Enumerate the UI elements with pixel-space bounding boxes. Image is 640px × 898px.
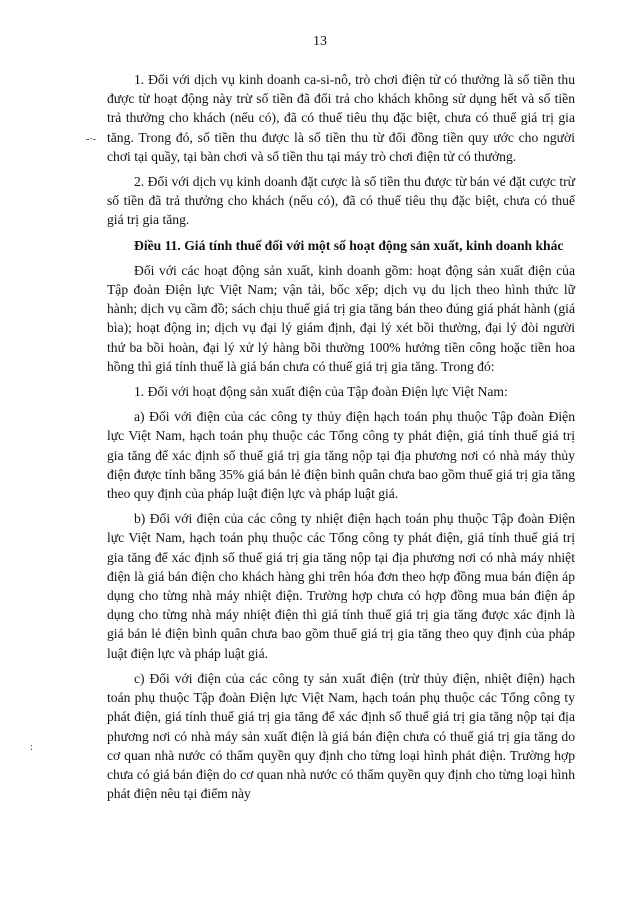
paragraph: 1. Đối với dịch vụ kinh doanh ca-si-nô, trò chơi điện tử có thưởng là số tiền thu được từ hoạt động này trừ số tiền đã đổi trả cho khách không sử dụng hết và số tiền trả thưởng cho khách (nếu có), đã có thuế tiêu thụ đặc biệt, chưa có thuế giá trị gia tăng. Trong đó, số tiền thu được là số tiền thu từ đổi đồng tiền quy ước cho người chơi tại quầy, tại bàn chơi và số tiền thu tại máy trò chơi điện tử có thưởng.	[107, 72, 575, 164]
paragraph: a) Đối với điện của các công ty thủy điện hạch toán phụ thuộc Tập đoàn Điện lực Việt Nam, hạch toán phụ thuộc các Tổng công ty phát điện, giá tính thuế giá trị gia tăng để xác định số thuế giá trị gia tăng nộp tại địa phương nơi có nhà máy thủy điện được tính bằng 35% giá bán lẻ điện bình quân chưa bao gồm thuế giá trị gia tăng theo quy định của pháp luật điện lực và pháp luật giá.	[107, 409, 575, 502]
paragraph: 2. Đối với dịch vụ kinh doanh đặt cược là số tiền thu được từ bán vé đặt cược trừ số tiền đã trả thưởng cho khách (nếu có), đã có thuế tiêu thụ đặc biệt, chưa có thuế giá trị gia tăng.	[107, 174, 575, 228]
paragraph: b) Đối với điện của các công ty nhiệt điện hạch toán phụ thuộc Tập đoàn Điện lực Việt Nam, hạch toán phụ thuộc các Tổng công ty phát điện, giá tính thuế giá trị gia tăng để xác định số thuế giá trị gia tăng nộp tại địa phương nơi có nhà máy nhiệt điện là giá bán điện cho khách hàng ghi trên hóa đơn theo hợp đồng mua bán điện áp dụng cho từng nhà máy nhiệt điện. Trường hợp chưa có hợp đồng mua bán điện áp dụng cho từng nhà máy nhiệt điện thì giá tính thuế giá trị gia tăng được xác định là giá bán lẻ điện bình quân chưa bao gồm thuế giá trị gia tăng theo quy định của pháp luật điện lực và pháp luật giá.	[107, 511, 575, 661]
article-heading: Điều 11. Giá tính thuế đối với một số hoạt động sản xuất, kinh doanh khác	[134, 237, 564, 253]
page-number: 13	[313, 34, 327, 49]
scan-mark: -·-	[86, 134, 96, 145]
scan-mark: :	[30, 742, 33, 753]
paragraph: 1. Đối với hoạt động sản xuất điện của Tập đoàn Điện lực Việt Nam:	[134, 384, 508, 400]
paragraph: Đối với các hoạt động sản xuất, kinh doanh gồm: hoạt động sản xuất điện của Tập đoàn Điện lực Việt Nam; vận tải, bốc xếp; dịch vụ du lịch theo hình thức lữ hành; dịch vụ cầm đồ; sách chịu thuế giá trị gia tăng bán theo đúng giá phát hành (giá bìa); hoạt động in; dịch vụ đại lý giám định, đại lý xét bồi thường, đại lý đòi người thứ ba bồi hoàn, đại lý xử lý hàng bồi thường 100% hưởng tiền công hoặc tiền hoa hồng thì giá tính thuế là giá bán chưa có thuế giá trị gia tăng. Trong đó:	[107, 262, 575, 374]
paragraph: c) Đối với điện của các công ty sản xuất điện (trừ thủy điện, nhiệt điện) hạch toán phụ thuộc Tập đoàn Điện lực Việt Nam, hạch toán phụ thuộc các Tổng công ty phát điện, giá tính thuế giá trị gia tăng để xác định số thuế giá trị gia tăng nộp tại địa phương nơi có nhà máy sản xuất điện là giá bán điện chưa có thuế giá trị gia tăng do cơ quan nhà nước có thẩm quyền quy định cho từng loại hình phát điện. Trường hợp chưa có giá bán điện do cơ quan nhà nước có thẩm quyền quy định cho từng loại hình phát điện nêu tại điểm này	[107, 670, 575, 802]
document-body	[107, 70, 575, 809]
